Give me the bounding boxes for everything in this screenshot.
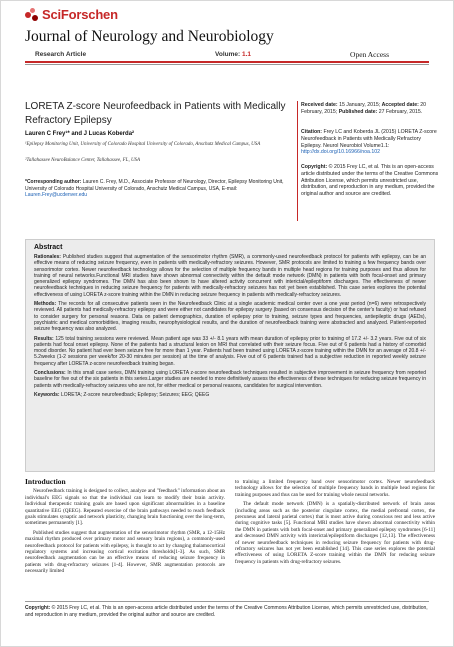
abstract-keywords <box>34 392 426 398</box>
methods-text: The records for all consecutive patients seen in the Neurofeedback Clinic at a single academic medical center over a one year period (n=6) were retrospectively reviewed. All patients had medically-refractory epilepsy and were either not candidates for epilepsy surgery (based on consensus decision of the center's faculty) or had refused to consider surgery for personal reasons. Data on patient demographics, duration of epilepsy prior to training, seizure types and frequencies, antiepileptic drugs (AEDs), psychiatric and medical comorbidities, imaging results, neurophysiological results, and the duration of neurofeedback training were abstracted and analyzed. Patient-reported seizure frequency was also analyzed. <box>34 301 426 333</box>
abstract-results <box>34 336 426 367</box>
accepted-date: 20 February, 2015; <box>301 102 427 115</box>
conclusions-label: Conclusions: <box>34 370 66 377</box>
rationales-text: Published studies suggest that augmentation of the sensorimotor rhythm (SMR), a commonly-used neurofeedback protocol for patients with epilepsy, can be an effective means of reducing seizure frequency, even in patients with medically-refractory seizures. However, SMR protocols are limited to training a few frequency bands over sensorimotor cortex. Newer neurofeedback technology allows for the selection of multiple frequency bands in multiple head regions for training purposes and thus allows for training of neural networks.Functional MRI studies have shown abnormal connectivity within the default mode network (DMN) in patients with both focal-onset and primary generalized epilepsy syndromes. The DMN has also been shown to have altered activity concurrent with interictal/epileptiform discharges. The effectiveness of newer neurofeedback techniques in reducing seizure frequency for patients with medically-refractory seizures has not yet been established. This case series explores the potential effectiveness of using LORETA z-score training within the DMN in reducing seizure frequency in patients with medically-refractory seizures. <box>34 254 426 298</box>
journal-title: Journal of Neurology and Neurobiology <box>25 28 274 45</box>
introduction-heading: Introduction <box>25 477 66 486</box>
footer-divider <box>25 601 429 602</box>
received-label: Received date: <box>301 102 338 108</box>
affiliation-1: ¹Epilepsy Monitoring Unit, University of Colorado Hospital University of Colorado, Anschutz Medical Campus, USA <box>25 142 261 147</box>
footer-copyright-text: © 2015 Frey LC, et al. This is an open-access article distributed under the terms of the Creative Commons Attribution License, which permits unrestricted use, distribution, and reproduction in any medium, provided the original author and source are credited. <box>25 605 428 618</box>
open-access-label: Open Access <box>350 50 389 59</box>
methods-label: Methods: <box>34 301 57 308</box>
header-divider-thin <box>25 64 429 65</box>
results-label: Results: <box>34 335 54 342</box>
published-date: 27 February, 2015. <box>377 108 423 115</box>
footer-copyright <box>25 605 433 618</box>
body-paragraph: Published studies suggest that augmentation of the sensorimotor rhythm (SMR, a 12-15Hz maximal rhythm produced over primary motor and sensory brain regions), a commonly-used neurofeedback protocol for patients with epilepsy, is thought to act by changing thalamocortical regulatory systems and increasing cortical excitation thresholds[1-3]. As such, SMR neurofeedback augmentation can be an effective means of reducing seizure frequency in patients with drug-refractory seizures [1-4]. However, SMR augmentation protocols are necessarily limited <box>25 529 225 575</box>
author-email-link[interactable]: Lauren.Frey@ucdenver.edu <box>25 192 88 199</box>
body-paragraph: Neurofeedback training is designed to collect, analyze and "feedback" information about an individual's EEG signals so that the individual can learn to modify their brain activity. Individual therapeutic training goals are based upon significant abnormalities in a baseline quantitative EEG (QEEG). Repeated exercise of the brain pathways needed to reach feedback goals stimulates synaptic and network plasticity, changing brain functioning over the long-term, sometimes permanently [1]. <box>25 488 225 527</box>
corresponding-author <box>25 179 293 199</box>
abstract-rationales <box>34 254 426 298</box>
sidebar-copyright-label: Copyright: <box>301 164 328 170</box>
authors: Lauren C Frey¹* and J Lucas Koberda² <box>25 131 135 137</box>
rationales-label: Rationales: <box>34 254 61 260</box>
logo-text: SciForschen <box>42 7 118 22</box>
sidebar-divider <box>297 101 298 221</box>
keywords-text: LORETA; Z-score neurofeedback; Epilepsy; Seizures; EEG; QEEG <box>59 391 210 398</box>
corresponding-text: Lauren C. Frey, M.D., Associate Professor of Neurology, Director, Epilepsy Monitoring Unit, University of Colorado Hospital University of Colorado, Anschutz Medical Campus, USA, E-mail: <box>25 179 284 192</box>
abstract-methods <box>34 301 426 332</box>
doi-link[interactable]: http://dx.doi.org/10.16966/noa.102 <box>301 149 381 156</box>
publisher-logo[interactable] <box>25 7 118 22</box>
citation-label: Citation: <box>301 129 323 135</box>
citation <box>301 129 441 156</box>
article-dates <box>301 102 441 116</box>
published-label: Published date: <box>338 108 378 115</box>
header-divider <box>25 61 429 63</box>
footer-copyright-label: Copyright: <box>25 605 51 611</box>
body-column-left <box>25 479 225 578</box>
abstract-title: Abstract <box>34 244 63 251</box>
sidebar-copyright-text: © 2015 Frey LC, et al. This is an open-access article distributed under the terms of the Creative Commons Attribution License, which permits unrestricted use, distribution, and reproduction in any medium, provided the original author and source are credited. <box>301 164 439 198</box>
volume-prefix: Volume: <box>215 51 242 58</box>
received-date: 15 January, 2015; <box>337 102 382 108</box>
conclusions-text: In this small case series, DMN training using LORETA z-score neurofeedback techniques resulted in subjective improvement in seizure frequency from reported baseline for five out of the six patients in this series.Larger studies are needed to more definitively assess the effectiveness of these techniques for reducing seizure frequency in patients with medically-refractory seizures who are not, for either medical or personal reasons, candidates for surgical intervention. <box>34 370 426 389</box>
affiliation-2: ²Tallahassee NeuroBalance Center, Tallahassee, FL, USA <box>25 158 141 163</box>
abstract-conclusions <box>34 370 426 389</box>
results-text: 125 total training sessions were reviewed. Mean patient age was 33 +/- 8.1 years with mean duration of epilepsy prior to training of 17.2 +/- 3.2 years. Five out of six patients had focal onset epilepsy. None of the patients had a structural lesion on MRI that correlated with their seizure focus. Five out of 6 patients had a history of comorbid mood disorder. No patient had ever been seizure free for more than 1 year. Patients had been trained using LORETA z-score training within the DMN for an average of 20.8 +/- 5.2weeks (1-2 sessions per week/for 20-30 minutes per session) at the time of analysis. Five out of 6 patients trained had a subjective reduction in reported weekly seizure frequency after LORETA z-score neurofeedback training began. <box>34 335 426 367</box>
abstract-box <box>25 239 435 472</box>
article-meta-row <box>25 50 429 61</box>
article-title: LORETA Z-score Neurofeedback in Patients with Medically Refractory Epilepsy <box>25 101 286 126</box>
logo-icon <box>25 8 39 22</box>
corresponding-label: *Corresponding author: <box>25 179 82 185</box>
sidebar-copyright <box>301 164 441 198</box>
volume-label <box>215 51 251 58</box>
citation-text: Frey LC and Koberda JL (2015) LORETA Z-score Neurofeedback in Patients with Medically Refractory Epilepsy. Neurol Neurobiol Volume1.1: <box>301 129 437 149</box>
volume-value: 1.1 <box>241 51 252 58</box>
accepted-label: Accepted date: <box>381 102 419 108</box>
article-type: Research Article <box>35 51 87 58</box>
body-paragraph: The default mode network (DMN) is a spatially-distributed network of brain areas (including areas such as the posterior cingulate cortex, the medial prefrontal cortex, the precuneus and lateral parietal cortex) that is most active during conscious rest and less active during cognitive tasks [5]. Functional MRI studies have shown abnormal connectivity within the DMN in patients with both focal-onset and primary generalized epilepsy syndromes [6-11] and decreased DMN activity with interictal/epileptiform discharges [12,13]. The effectiveness of newer neurofeedback techniques in reducing seizure frequency for patients with drug-refractory seizures has not yet been established [14]. This case series explores the potential effectiveness of using LORETA Z-score training within the DMN for reducing seizure frequency in patients with drug-refractory seizures. <box>235 501 435 565</box>
body-column-right <box>235 479 435 568</box>
keywords-label: Keywords: <box>34 391 60 398</box>
body-paragraph: to training a limited frequency band over sensorimotor cortex. Newer neurofeedback technology allows for the selection of multiple frequency bands in multiple head regions for training purposes and thus can be used for training whole neural networks. <box>235 479 435 498</box>
